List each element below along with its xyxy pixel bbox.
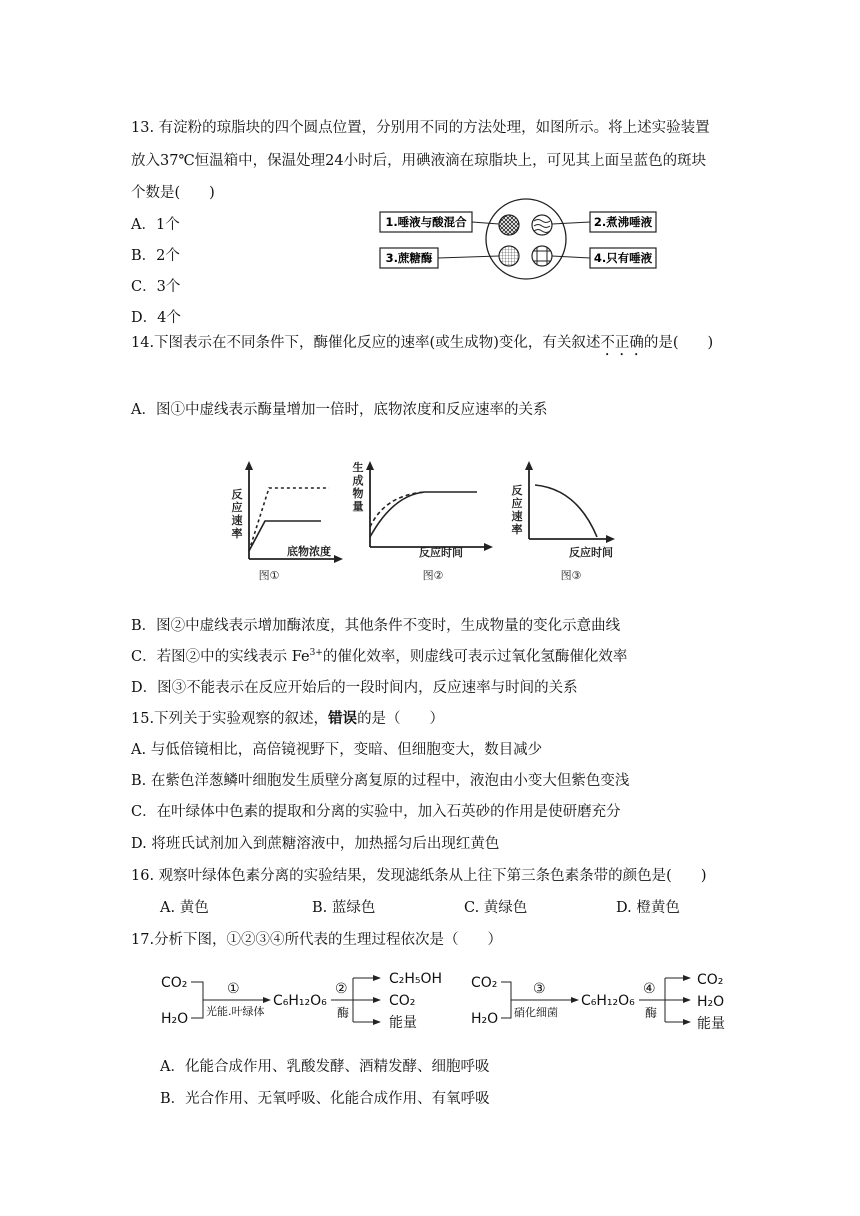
q15-stem bbox=[131, 707, 444, 728]
q15-stem-post: 的是（ ） bbox=[357, 711, 445, 727]
left-enzyme: 酶 bbox=[337, 1006, 350, 1020]
g2-xlabel: 反应时间 bbox=[419, 546, 463, 559]
left-h2o: H₂O bbox=[161, 1011, 189, 1027]
q13-option-c[interactable]: C．3个 bbox=[131, 279, 181, 295]
g2-ylabel-3: 物 bbox=[352, 487, 364, 500]
g1-ylabel-4: 率 bbox=[231, 527, 243, 540]
q16-option-c[interactable]: C. 黄绿色 bbox=[464, 900, 528, 916]
q13-option-d[interactable]: D．4个 bbox=[131, 310, 181, 326]
q16-option-b[interactable]: B. 蓝绿色 bbox=[312, 900, 376, 916]
right-h2o: H₂O bbox=[471, 1011, 499, 1027]
q13-option-a[interactable]: A．1个 bbox=[131, 217, 180, 233]
q15-stem-emphasis: 错误 bbox=[328, 710, 358, 727]
label-3: 3.蔗糖酶 bbox=[385, 251, 433, 265]
g2-caption: 图② bbox=[422, 569, 444, 582]
label-4: 4.只有唾液 bbox=[593, 251, 653, 265]
q14-option-b[interactable]: B．图②中虚线表示增加酶浓度，其他条件不变时，生成物量的变化示意曲线 bbox=[131, 618, 621, 634]
g2-ylabel-1: 生 bbox=[352, 461, 364, 474]
g2-ylabel-4: 量 bbox=[352, 500, 364, 513]
g3-curve bbox=[535, 485, 597, 537]
g1-ylabel-3: 速 bbox=[231, 514, 243, 527]
q14-option-a[interactable]: A．图①中虚线表示酶量增加一倍时，底物浓度和反应速率的关系 bbox=[131, 402, 548, 418]
q13-agar-figure bbox=[376, 198, 676, 280]
right-glucose: C₆H₁₂O₆ bbox=[581, 993, 635, 1009]
q15-option-c[interactable]: C．在叶绿体中色素的提取和分离的实验中，加入石英砂的作用是使研磨充分 bbox=[131, 804, 621, 820]
q13-line-2: 放入37℃恒温箱中，保温处理24小时后，用碘液滴在琼脂块上，可见其上面呈蓝色的斑块 bbox=[131, 153, 707, 169]
spot-4 bbox=[532, 246, 552, 266]
q14-stem-post: 的是( ) bbox=[643, 335, 714, 351]
q14-stem-emphasis: 不正确 bbox=[600, 335, 644, 351]
left-step-2: ② bbox=[335, 981, 348, 997]
g3-ylabel-4: 率 bbox=[511, 523, 523, 536]
right-enzyme: 酶 bbox=[645, 1006, 658, 1020]
g1-caption: 图① bbox=[258, 569, 280, 582]
q14-stem-pre: 14.下图表示在不同条件下，酶催化反应的速率(或生成物)变化，有关叙述 bbox=[131, 335, 601, 351]
q14-option-d[interactable]: D．图③不能表示在反应开始后的一段时间内，反应速率与时间的关系 bbox=[131, 680, 578, 696]
g1-xlabel: 底物浓度 bbox=[287, 545, 331, 558]
left-co2-product: CO₂ bbox=[389, 993, 416, 1009]
q16-option-a[interactable]: A. 黄色 bbox=[160, 900, 209, 916]
q14-enzyme-graphs bbox=[225, 455, 625, 583]
q14-option-c-sup: 3+ bbox=[309, 648, 323, 659]
q16-option-d[interactable]: D. 橙黄色 bbox=[616, 900, 680, 916]
q17-option-b[interactable]: B．光合作用、无氧呼吸、化能合成作用、有氧呼吸 bbox=[160, 1091, 490, 1107]
left-co2: CO₂ bbox=[161, 975, 188, 991]
q17-stem: 17.分析下图，①②③④所代表的生理过程依次是（ ） bbox=[131, 932, 503, 948]
q15-option-a[interactable]: A. 与低倍镜相比，高倍镜视野下，变暗、但细胞变大，数目减少 bbox=[131, 742, 543, 758]
g3-ylabel-3: 速 bbox=[511, 510, 523, 523]
q14-option-c-pre: C．若图②中的实线表示 Fe bbox=[131, 649, 310, 665]
q13-line-1: 13. 有淀粉的琼脂块的四个圆点位置，分别用不同的方法处理，如图所示。将上述实验装置 bbox=[131, 120, 710, 136]
label-1: 1.唾液与酸混合 bbox=[385, 215, 467, 229]
left-energy: 能量 bbox=[389, 1015, 417, 1031]
g3-ylabel-1: 反 bbox=[511, 484, 523, 497]
q15-stem-pre: 15.下列关于实验观察的叙述， bbox=[131, 711, 329, 727]
g1-ylabel-1: 反 bbox=[231, 488, 243, 501]
q14-option-c-post: 的催化效率，则虚线可表示过氧化氢酶催化效率 bbox=[322, 649, 628, 665]
right-co2: CO₂ bbox=[471, 975, 498, 991]
right-step-4: ④ bbox=[643, 981, 656, 997]
g2-solid-line bbox=[370, 492, 477, 537]
g2-ylabel-2: 成 bbox=[352, 474, 364, 487]
g3-ylabel-2: 应 bbox=[511, 497, 523, 510]
q13-option-b[interactable]: B．2个 bbox=[131, 248, 180, 264]
right-condition-3: 硝化细菌 bbox=[514, 1006, 558, 1019]
agar-block bbox=[486, 199, 566, 279]
q14-stem bbox=[131, 331, 713, 359]
q17-process-diagram bbox=[155, 960, 735, 1038]
left-glucose: C₆H₁₂O₆ bbox=[273, 993, 327, 1009]
g2-dashed-line bbox=[370, 492, 425, 527]
right-co2-product: CO₂ bbox=[697, 972, 724, 988]
spot-3 bbox=[499, 246, 519, 266]
left-ethanol: C₂H₅OH bbox=[389, 971, 443, 987]
q15-option-b[interactable]: B. 在紫色洋葱鳞叶细胞发生质壁分离复原的过程中，液泡由小变大但紫色变浅 bbox=[131, 773, 630, 789]
g1-dashed-line bbox=[249, 488, 329, 551]
g3-xlabel: 反应时间 bbox=[569, 546, 613, 559]
spot-1 bbox=[499, 215, 519, 235]
q17-option-a[interactable]: A．化能合成作用、乳酸发酵、酒精发酵、细胞呼吸 bbox=[160, 1059, 490, 1075]
q13-line-3: 个数是( ) bbox=[131, 185, 215, 201]
g1-ylabel-2: 应 bbox=[231, 501, 243, 514]
label-2: 2.煮沸唾液 bbox=[593, 215, 653, 229]
left-step-1: ① bbox=[227, 981, 240, 997]
g3-caption: 图③ bbox=[560, 569, 582, 582]
q14-option-c[interactable] bbox=[131, 645, 627, 666]
q15-option-d[interactable]: D. 将班氏试剂加入到蔗糖溶液中，加热摇匀后出现红黄色 bbox=[131, 836, 500, 852]
q16-stem: 16. 观察叶绿体色素分离的实验结果，发现滤纸条从上往下第三条色素条带的颜色是( ) bbox=[131, 868, 707, 884]
right-h2o-product: H₂O bbox=[697, 994, 725, 1010]
right-step-3: ③ bbox=[533, 981, 546, 997]
right-energy: 能量 bbox=[697, 1016, 725, 1032]
left-condition-1: 光能.叶绿体 bbox=[206, 1005, 265, 1018]
